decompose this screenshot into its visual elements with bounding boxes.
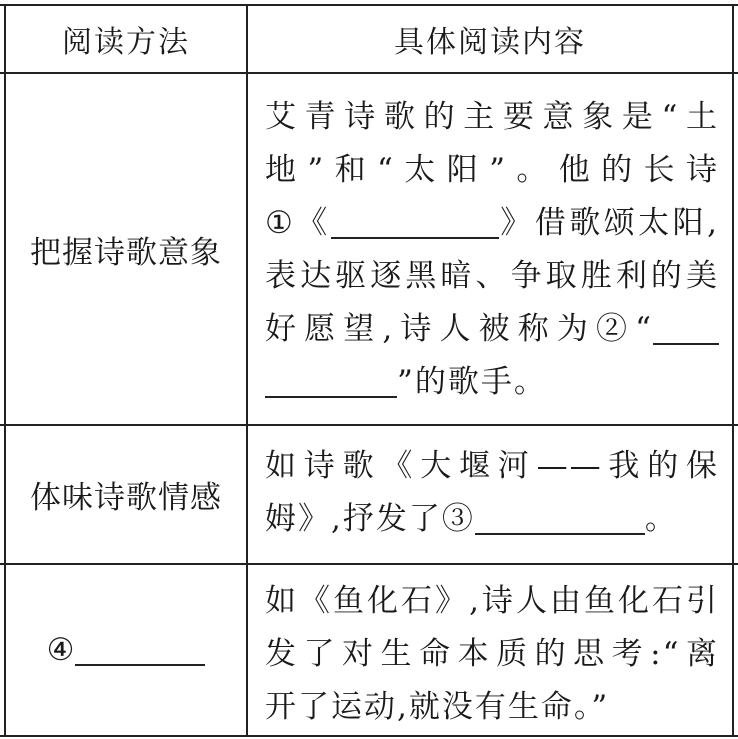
table-bottom-border	[0, 735, 738, 737]
content-emotion	[265, 440, 719, 546]
content-text: ”的歌手。	[397, 364, 547, 400]
content-thinking	[265, 575, 719, 734]
content-line	[265, 197, 719, 250]
content-text: ①《	[265, 205, 331, 241]
answer-blank-1[interactable]	[331, 207, 499, 239]
answer-blank-4[interactable]	[75, 634, 205, 666]
table-right-border	[732, 4, 734, 737]
content-text: 。	[644, 501, 678, 537]
content-line: 地”和“太阳”。他的长诗	[265, 152, 719, 188]
content-text: 》借歌颂太阳,	[498, 205, 719, 241]
content-line: 表达驱逐黑暗、争取胜利的美	[265, 258, 719, 294]
content-line: 如诗歌《大堰河——我的保	[265, 448, 719, 484]
header-reading-content: 具体阅读内容	[394, 25, 586, 60]
content-line	[265, 303, 719, 356]
content-text: 好愿望,诗人被称为②“	[265, 311, 653, 347]
content-line: 发了对生命本质的思考:“离	[265, 636, 719, 672]
header-reading-method: 阅读方法	[62, 25, 190, 60]
content-imagery	[265, 91, 719, 409]
content-line	[265, 356, 719, 409]
content-line: 如《鱼化石》,诗人由鱼化石引	[265, 583, 719, 619]
content-line: 开了运动,就没有生命。”	[265, 689, 610, 725]
content-line	[265, 493, 719, 546]
method-imagery: 把握诗歌意象	[30, 234, 222, 271]
content-line: 艾青诗歌的主要意象是“土	[265, 99, 719, 135]
content-text: 姆》,抒发了③	[265, 501, 475, 537]
method-blank-4	[6, 565, 246, 735]
answer-blank-2b[interactable]	[265, 366, 397, 398]
method-emotion: 体味诗歌情感	[30, 480, 222, 516]
answer-blank-2a[interactable]	[653, 313, 719, 345]
method-prefix: ④	[46, 632, 76, 668]
column-divider	[246, 4, 248, 737]
answer-blank-3[interactable]	[475, 503, 645, 535]
